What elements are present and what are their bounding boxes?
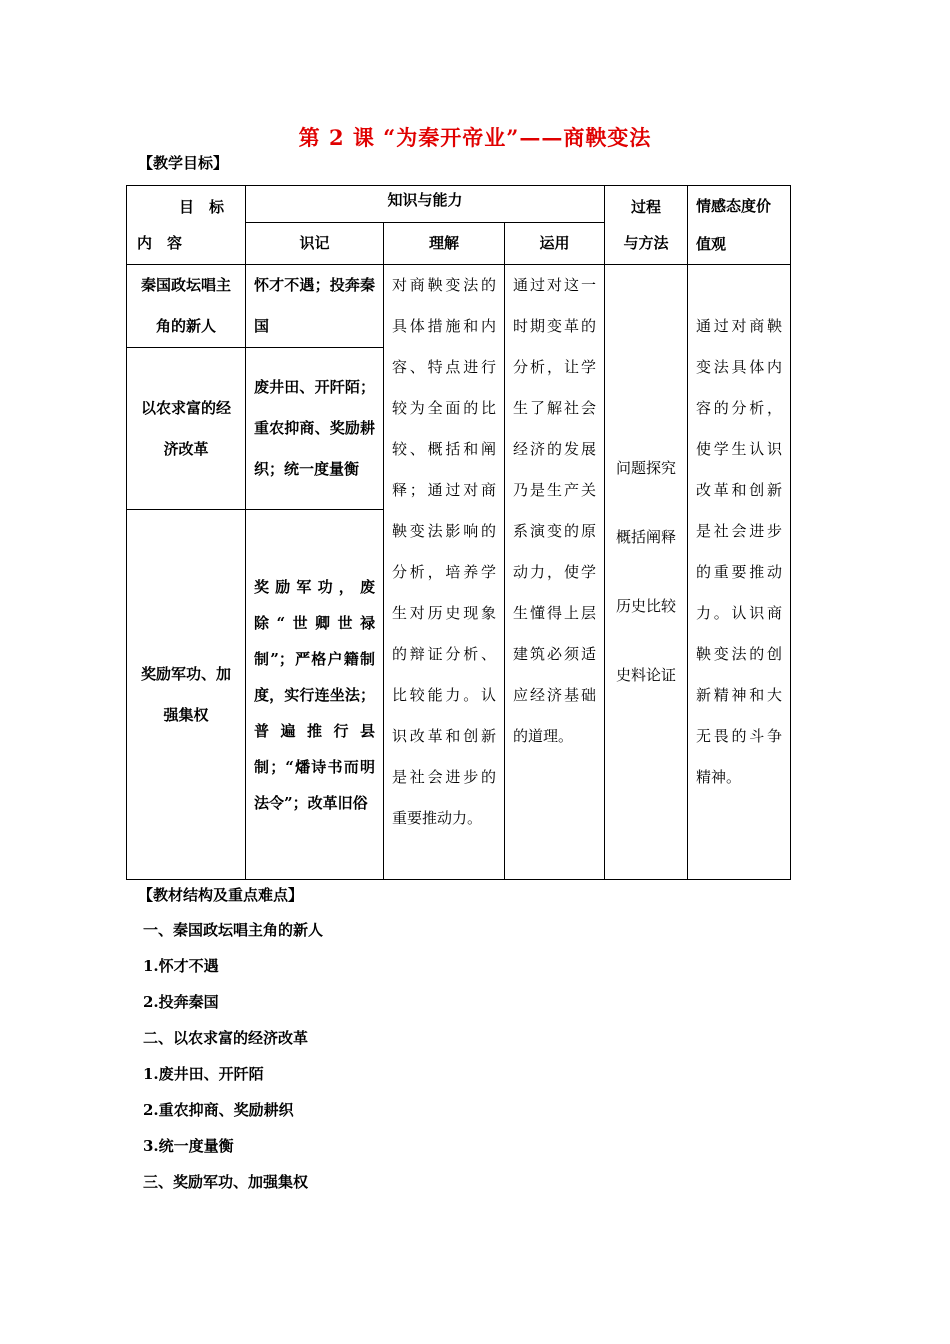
outline-item: 一、秦国政坛唱主角的新人 (143, 921, 324, 939)
header-emotion-line1: 情感态度价 (696, 197, 772, 215)
header-recognize: 识记 (246, 223, 384, 265)
header-knowledge-ability: 知识与能力 (246, 186, 605, 223)
row-recognize-3: 奖励军功，废除“世卿世禄制”；严格户籍制度，实行连坐法；普遍推行县制；“燔诗书而明法令”；改革旧俗 (246, 510, 384, 880)
row-topic-2: 以农求富的经济改革 (127, 348, 246, 510)
outline-item: 2.投奔秦国 (143, 993, 219, 1011)
apply-cell: 通过对这一时期变革的分析，让学生了解社会经济的发展乃是生产关系演变的原动力，使学生懂得上层建筑必须适应经济基础的道理。 (505, 265, 605, 880)
header-understand: 理解 (384, 223, 505, 265)
method-3: 历史比较 (615, 597, 676, 615)
row-recognize-2: 废井田、开阡陌；重农抑商、奖励耕织；统一度量衡 (246, 348, 384, 510)
outline-item: 1.怀才不遇 (143, 957, 219, 975)
header-emotion-values (688, 186, 791, 265)
outline-item: 2.重农抑商、奖励耕织 (143, 1101, 294, 1119)
section-teaching-goals: 【教学目标】 (138, 154, 229, 172)
header-goal-label: 目 标 (179, 198, 225, 216)
header-apply: 运用 (505, 223, 605, 265)
outline-item: 三、奖励军功、加强集权 (143, 1173, 309, 1191)
emotion-cell: 通过对商鞅变法具体内容的分析，使学生认识改革和创新是社会进步的重要推动力。认识商鞅变法的创新精神和大无畏的斗争精神。 (688, 265, 791, 880)
teaching-goals-table (126, 185, 791, 880)
row-topic-3: 奖励军功、加强集权 (127, 510, 246, 880)
row-recognize-1: 怀才不遇；投奔秦国 (246, 265, 384, 348)
header-goal-content (127, 186, 246, 265)
section-structure: 【教材结构及重点难点】 (138, 886, 304, 904)
lesson-title: 第 2 课 “为秦开帝业”——商鞅变法 (298, 125, 652, 150)
header-process-line2: 与方法 (623, 234, 669, 252)
method-4: 史料论证 (615, 666, 676, 684)
method-1: 问题探究 (615, 459, 676, 477)
outline-list (143, 912, 323, 1200)
outline-item: 3.统一度量衡 (143, 1137, 234, 1155)
header-emotion-line2: 值观 (696, 235, 727, 253)
row-topic-1: 秦国政坛唱主角的新人 (127, 265, 246, 348)
methods-cell (605, 265, 688, 880)
method-2: 概括阐释 (615, 528, 676, 546)
understand-cell: 对商鞅变法的具体措施和内容、特点进行较为全面的比较、概括和阐释；通过对商鞅变法影响的分析，培养学生对历史现象的辩证分析、比较能力。认识改革和创新是社会进步的重要推动力。 (384, 265, 505, 880)
header-process-method (605, 186, 688, 265)
outline-item: 1.废井田、开阡陌 (143, 1065, 264, 1083)
header-content-label: 内 容 (137, 234, 183, 252)
outline-item: 二、以农求富的经济改革 (143, 1029, 309, 1047)
header-process-line1: 过程 (630, 198, 661, 216)
